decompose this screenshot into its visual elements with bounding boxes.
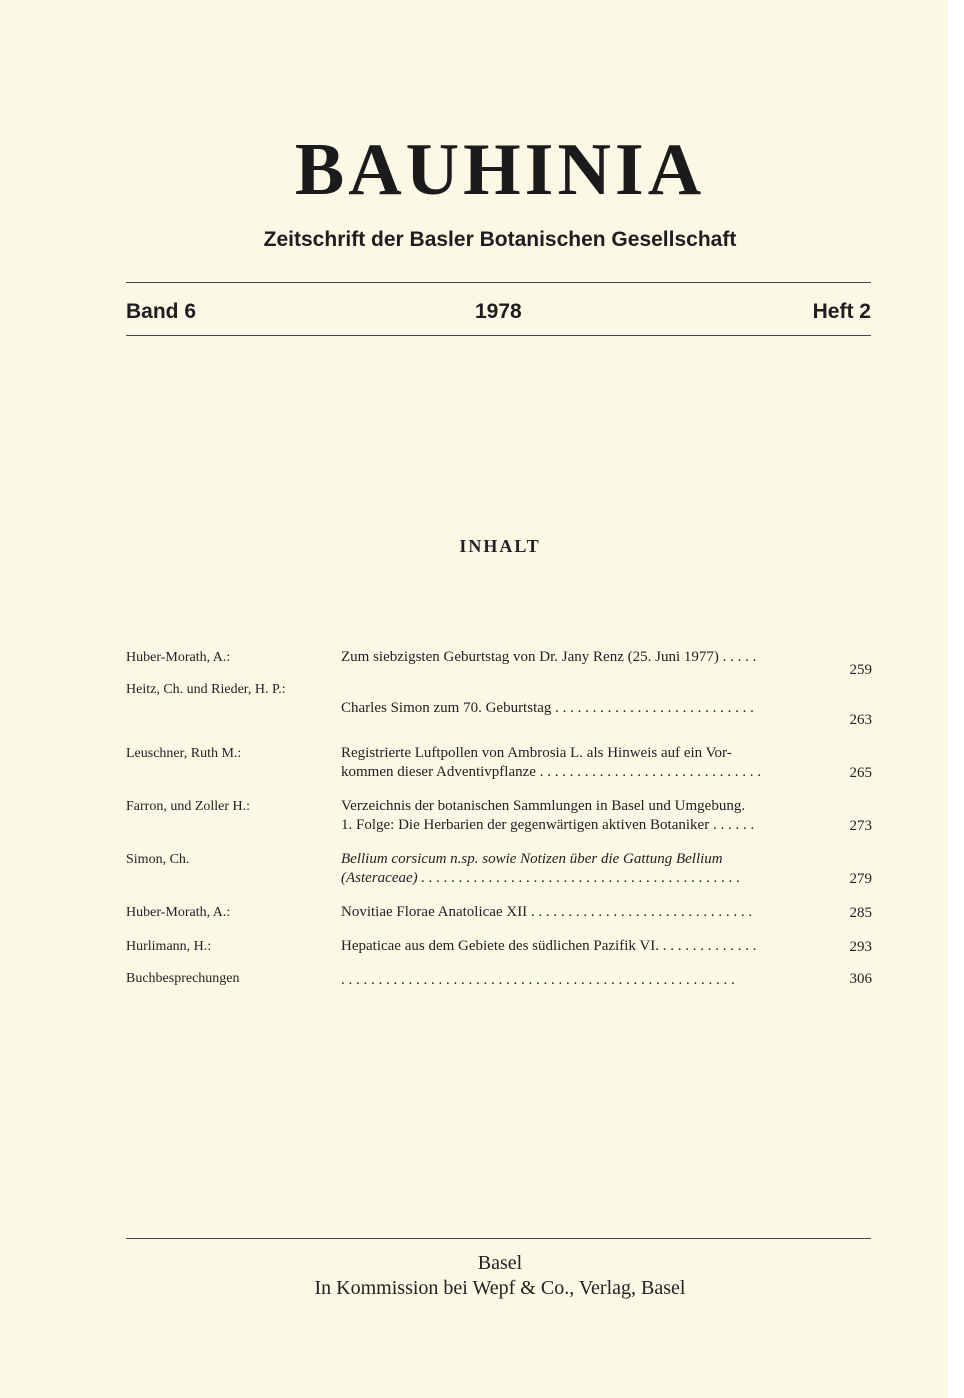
- toc-entry[interactable]: [126, 889, 876, 923]
- table-of-contents: [126, 640, 876, 989]
- toc-title: Verzeichnis der botanischen Sammlungen in Basel und Umgebung. 1. Folge: Die Herbarien der gegenwärtigen aktiven Botaniker . . . . . .: [341, 798, 755, 833]
- toc-page-number: 273: [849, 818, 872, 834]
- toc-author: Huber-Morath, A.:: [126, 650, 231, 665]
- journal-subtitle: Zeitschrift der Basler Botanischen Gesellschaft: [263, 228, 737, 251]
- toc-title: Charles Simon zum 70. Geburtstag . . . . . . . . . . . . . . . . . . . . . . . . . . .: [341, 700, 754, 716]
- journal-title: BAUHINIA: [294, 129, 706, 211]
- toc-page-number: 285: [849, 905, 872, 921]
- toc-entry[interactable]: [126, 680, 876, 730]
- toc-entry[interactable]: [126, 836, 876, 889]
- publisher-line: In Kommission bei Wepf & Co., Verlag, Basel: [314, 1277, 686, 1299]
- toc-page-number: 259: [849, 662, 872, 678]
- toc-entry[interactable]: [126, 640, 876, 680]
- toc-author: Huber-Morath, A.:: [126, 905, 231, 920]
- issue-year: 1978: [475, 300, 522, 323]
- band-number: Band 6: [126, 300, 197, 323]
- toc-page-number: 265: [849, 765, 872, 781]
- toc-author: Buchbesprechungen: [126, 971, 240, 986]
- toc-page-number: 293: [849, 939, 872, 955]
- toc-author: Simon, Ch.: [126, 852, 190, 867]
- toc-author: Farron, und Zoller H.:: [126, 799, 251, 814]
- toc-title: Registrierte Luftpollen von Ambrosia L. als Hinweis auf ein Vor- kommen dieser Adventivpflanze . . . . . . . . . . . . . . . . . . . . . . . . . . . . . .: [341, 745, 761, 780]
- toc-page-number: 306: [849, 971, 872, 987]
- toc-author: Leuschner, Ruth M.:: [126, 746, 242, 761]
- toc-entry[interactable]: [126, 957, 876, 989]
- toc-entry[interactable]: [126, 783, 876, 836]
- toc-title: Bellium corsicum n.sp. sowie Notizen über die Gattung Bellium (Asteraceae) . . . . . . . . . . . . . . . . . . . . . . . . . . . . . . . . . . . . . . . . . . .: [341, 851, 741, 886]
- contents-heading: INHALT: [459, 536, 541, 556]
- header-bottom-rule: [126, 335, 871, 336]
- header-top-rule: [126, 282, 871, 283]
- toc-title: Zum siebzigsten Geburtstag von Dr. Jany Renz (25. Juni 1977) . . . . .: [341, 649, 757, 665]
- footer-rule: [126, 1238, 871, 1239]
- toc-title: Hepaticae aus dem Gebiete des südlichen Pazifik VI. . . . . . . . . . . . . .: [341, 938, 757, 954]
- heft-number: Heft 2: [812, 300, 871, 323]
- toc-title: . . . . . . . . . . . . . . . . . . . . . . . . . . . . . . . . . . . . . . . . . . . . . . . . . . . . .: [341, 972, 735, 988]
- toc-entry[interactable]: [126, 923, 876, 957]
- toc-page-number: 263: [849, 712, 872, 728]
- issue-info-row: [126, 300, 871, 330]
- toc-page-number: 279: [849, 871, 872, 887]
- publisher-place: Basel: [477, 1252, 523, 1274]
- toc-entry[interactable]: [126, 730, 876, 783]
- toc-author: Hurlimann, H.:: [126, 939, 212, 954]
- toc-author: Heitz, Ch. und Rieder, H. P.:: [126, 682, 286, 697]
- toc-title: Novitiae Florae Anatolicae XII . . . . . . . . . . . . . . . . . . . . . . . . . . . . . .: [341, 904, 753, 920]
